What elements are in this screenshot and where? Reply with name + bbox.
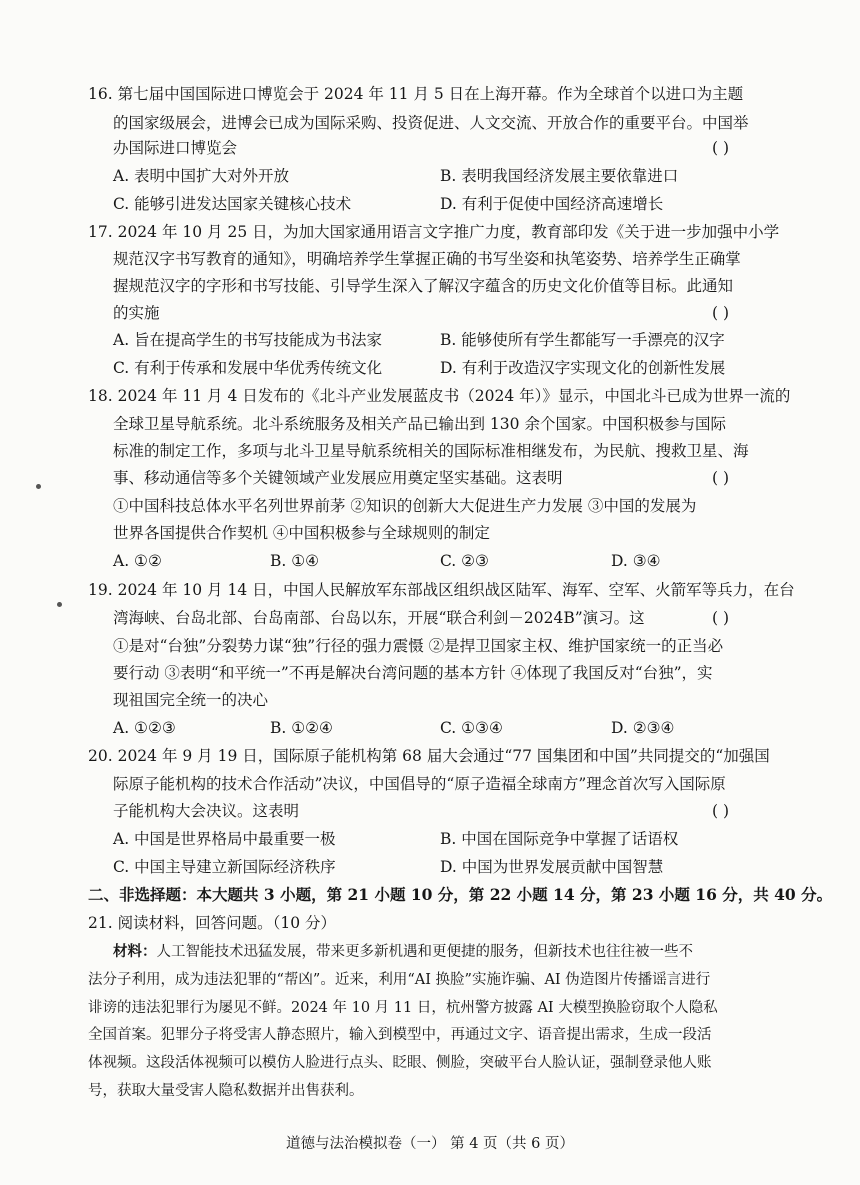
q17-option-b: B. 能够使所有学生都能写一手漂亮的汉字 (440, 331, 725, 349)
q18-option-c: C. ②③ (440, 552, 489, 570)
q18-line-5: ①中国科技总体水平名列世界前茅 ②知识的创新大大促进生产力发展 ③中国的发展为 (113, 497, 697, 515)
material-label: 材料： (113, 943, 157, 960)
q20-option-a: A. 中国是世界格局中最重要一极 (113, 830, 336, 848)
q21-material-line-4: 全国首案。犯罪分子将受害人静态照片，输入到模型中，再通过文字、语音提出需求，生成一段活 (88, 1027, 712, 1043)
q17-option-a: A. 旨在提高学生的书写技能成为书法家 (113, 331, 383, 349)
q16-answer-paren[interactable]: ( ) (712, 139, 730, 157)
q19-option-c: C. ①③④ (440, 719, 503, 737)
q17-option-c: C. 有利于传承和发展中华优秀传统文化 (113, 359, 383, 377)
q19-option-a: A. ①②③ (113, 719, 176, 737)
q16-line-2: 的国家级展会，进博会已成为国际采购、投资促进、人文交流、开放合作的重要平台。中国举 (113, 114, 749, 132)
q21-material-line-1: 材料：人工智能技术迅猛发展，带来更多新机遇和更便捷的服务，但新技术也往往被一些不 (113, 943, 693, 960)
q20-line-3: 子能机构大会决议。这表明 (113, 802, 300, 820)
q19-answer-paren[interactable]: ( ) (712, 609, 730, 627)
q20-option-b: B. 中国在国际竞争中掌握了话语权 (440, 830, 679, 848)
q19-line-4: 要行动 ③表明“和平统一”不再是解决台湾问题的基本方针 ④体现了我国反对“台独”，实 (113, 664, 713, 682)
page-footer: 道德与法治模拟卷（一） 第 4 页（共 6 页） (286, 1136, 574, 1152)
section-heading: 二、非选择题：本大题共 3 小题，第 21 小题 10 分，第 22 小题 14 分，第 23 小题 16 分，共 40 分。 (88, 885, 833, 904)
q16-option-c: C. 能够引进发达国家关键核心技术 (113, 195, 352, 213)
q20-line-1: 20. 2024 年 9 月 19 日，国际原子能机构第 68 届大会通过“77 国集团和中国”共同提交的“加强国 (88, 747, 770, 765)
q20-option-d: D. 中国为世界发展贡献中国智慧 (440, 858, 664, 876)
q18-answer-paren[interactable]: ( ) (712, 469, 730, 487)
q17-line-4: 的实施 (113, 304, 160, 322)
q19-option-d: D. ②③④ (611, 719, 675, 737)
q18-option-a: A. ①② (113, 552, 162, 570)
q21-material-line-2: 法分子利用，成为违法犯罪的“帮凶”。近来，利用“AI 换脸”实施诈骗、AI 伪造图片传播谣言进行 (88, 972, 711, 988)
q18-option-b: B. ①④ (270, 552, 320, 570)
q21-material-line-3: 诽谤的违法犯罪行为屡见不鲜。2024 年 10 月 11 日，杭州警方披露 AI 大模型换脸窃取个人隐私 (88, 1000, 718, 1016)
q17-option-d: D. 有利于改造汉字实现文化的创新性发展 (440, 359, 726, 377)
q19-option-b: B. ①②④ (270, 719, 333, 737)
q17-line-1: 17. 2024 年 10 月 25 日，为加大国家通用语言文字推广力度，教育部印发《关于进一步加强中小学 (88, 223, 780, 241)
q16-line-3: 办国际进口博览会 (113, 139, 238, 157)
q21-material-line-6: 号，获取大量受害人隐私数据并出售获利。 (88, 1083, 364, 1099)
q16-line-1: 16. 第七届中国国际进口博览会于 2024 年 11 月 5 日在上海开幕。作为全球首个以进口为主题 (88, 85, 744, 103)
q21-title: 21. 阅读材料，回答问题。（10 分） (88, 914, 336, 932)
scan-speck (57, 602, 62, 607)
q18-line-1: 18. 2024 年 11 月 4 日发布的《北斗产业发展蓝皮书（2024 年）》显示，中国北斗已成为世界一流的 (88, 387, 791, 405)
q16-option-a: A. 表明中国扩大对外开放 (113, 167, 290, 185)
q20-option-c: C. 中国主导建立新国际经济秩序 (113, 858, 336, 876)
q19-line-2: 湾海峡、台岛北部、台岛南部、台岛以东，开展“联合利剑－2024B”演习。这 (113, 609, 645, 627)
q19-line-1: 19. 2024 年 10 月 14 日，中国人民解放军东部战区组织战区陆军、海军、空军、火箭军等兵力，在台 (88, 581, 795, 599)
q17-line-2: 规范汉字书写教育的通知》，明确培养学生掌握正确的书写坐姿和执笔姿势、培养学生正确掌 (113, 250, 741, 268)
q17-answer-paren[interactable]: ( ) (712, 304, 730, 322)
q17-line-3: 握规范汉字的字形和书写技能、引导学生深入了解汉字蕴含的历史文化价值等目标。此通知 (113, 277, 734, 295)
q20-line-2: 际原子能机构的技术合作活动”决议，中国倡导的“原子造福全球南方”理念首次写入国际原 (113, 775, 726, 793)
q18-option-d: D. ③④ (611, 552, 661, 570)
q16-option-b: B. 表明我国经济发展主要依靠进口 (440, 167, 679, 185)
q19-line-5: 现祖国完全统一的决心 (113, 691, 269, 709)
q21-material-line-5: 体视频。这段活体视频可以模仿人脸进行点头、眨眼、侧脸，突破平台人脸认证，强制登录他人账 (88, 1055, 712, 1071)
q20-answer-paren[interactable]: ( ) (712, 802, 730, 820)
q18-line-3: 标准的制定工作，多项与北斗卫星导航系统相关的国际标准相继发布，为民航、搜救卫星、海 (113, 442, 749, 460)
scan-speck (36, 484, 41, 489)
q19-line-3: ①是对“台独”分裂势力谋“独”行径的强力震慑 ②是捍卫国家主权、维护国家统一的正当必 (113, 637, 724, 655)
q18-line-4: 事、移动通信等多个关键领域产业发展应用奠定坚实基础。这表明 (113, 469, 563, 487)
q16-option-d: D. 有利于促使中国经济高速增长 (440, 195, 664, 213)
q18-line-2: 全球卫星导航系统。北斗系统服务及相关产品已输出到 130 余个国家。中国积极参与国际 (113, 415, 726, 433)
q18-line-6: 世界各国提供合作契机 ④中国积极参与全球规则的制定 (113, 524, 490, 542)
